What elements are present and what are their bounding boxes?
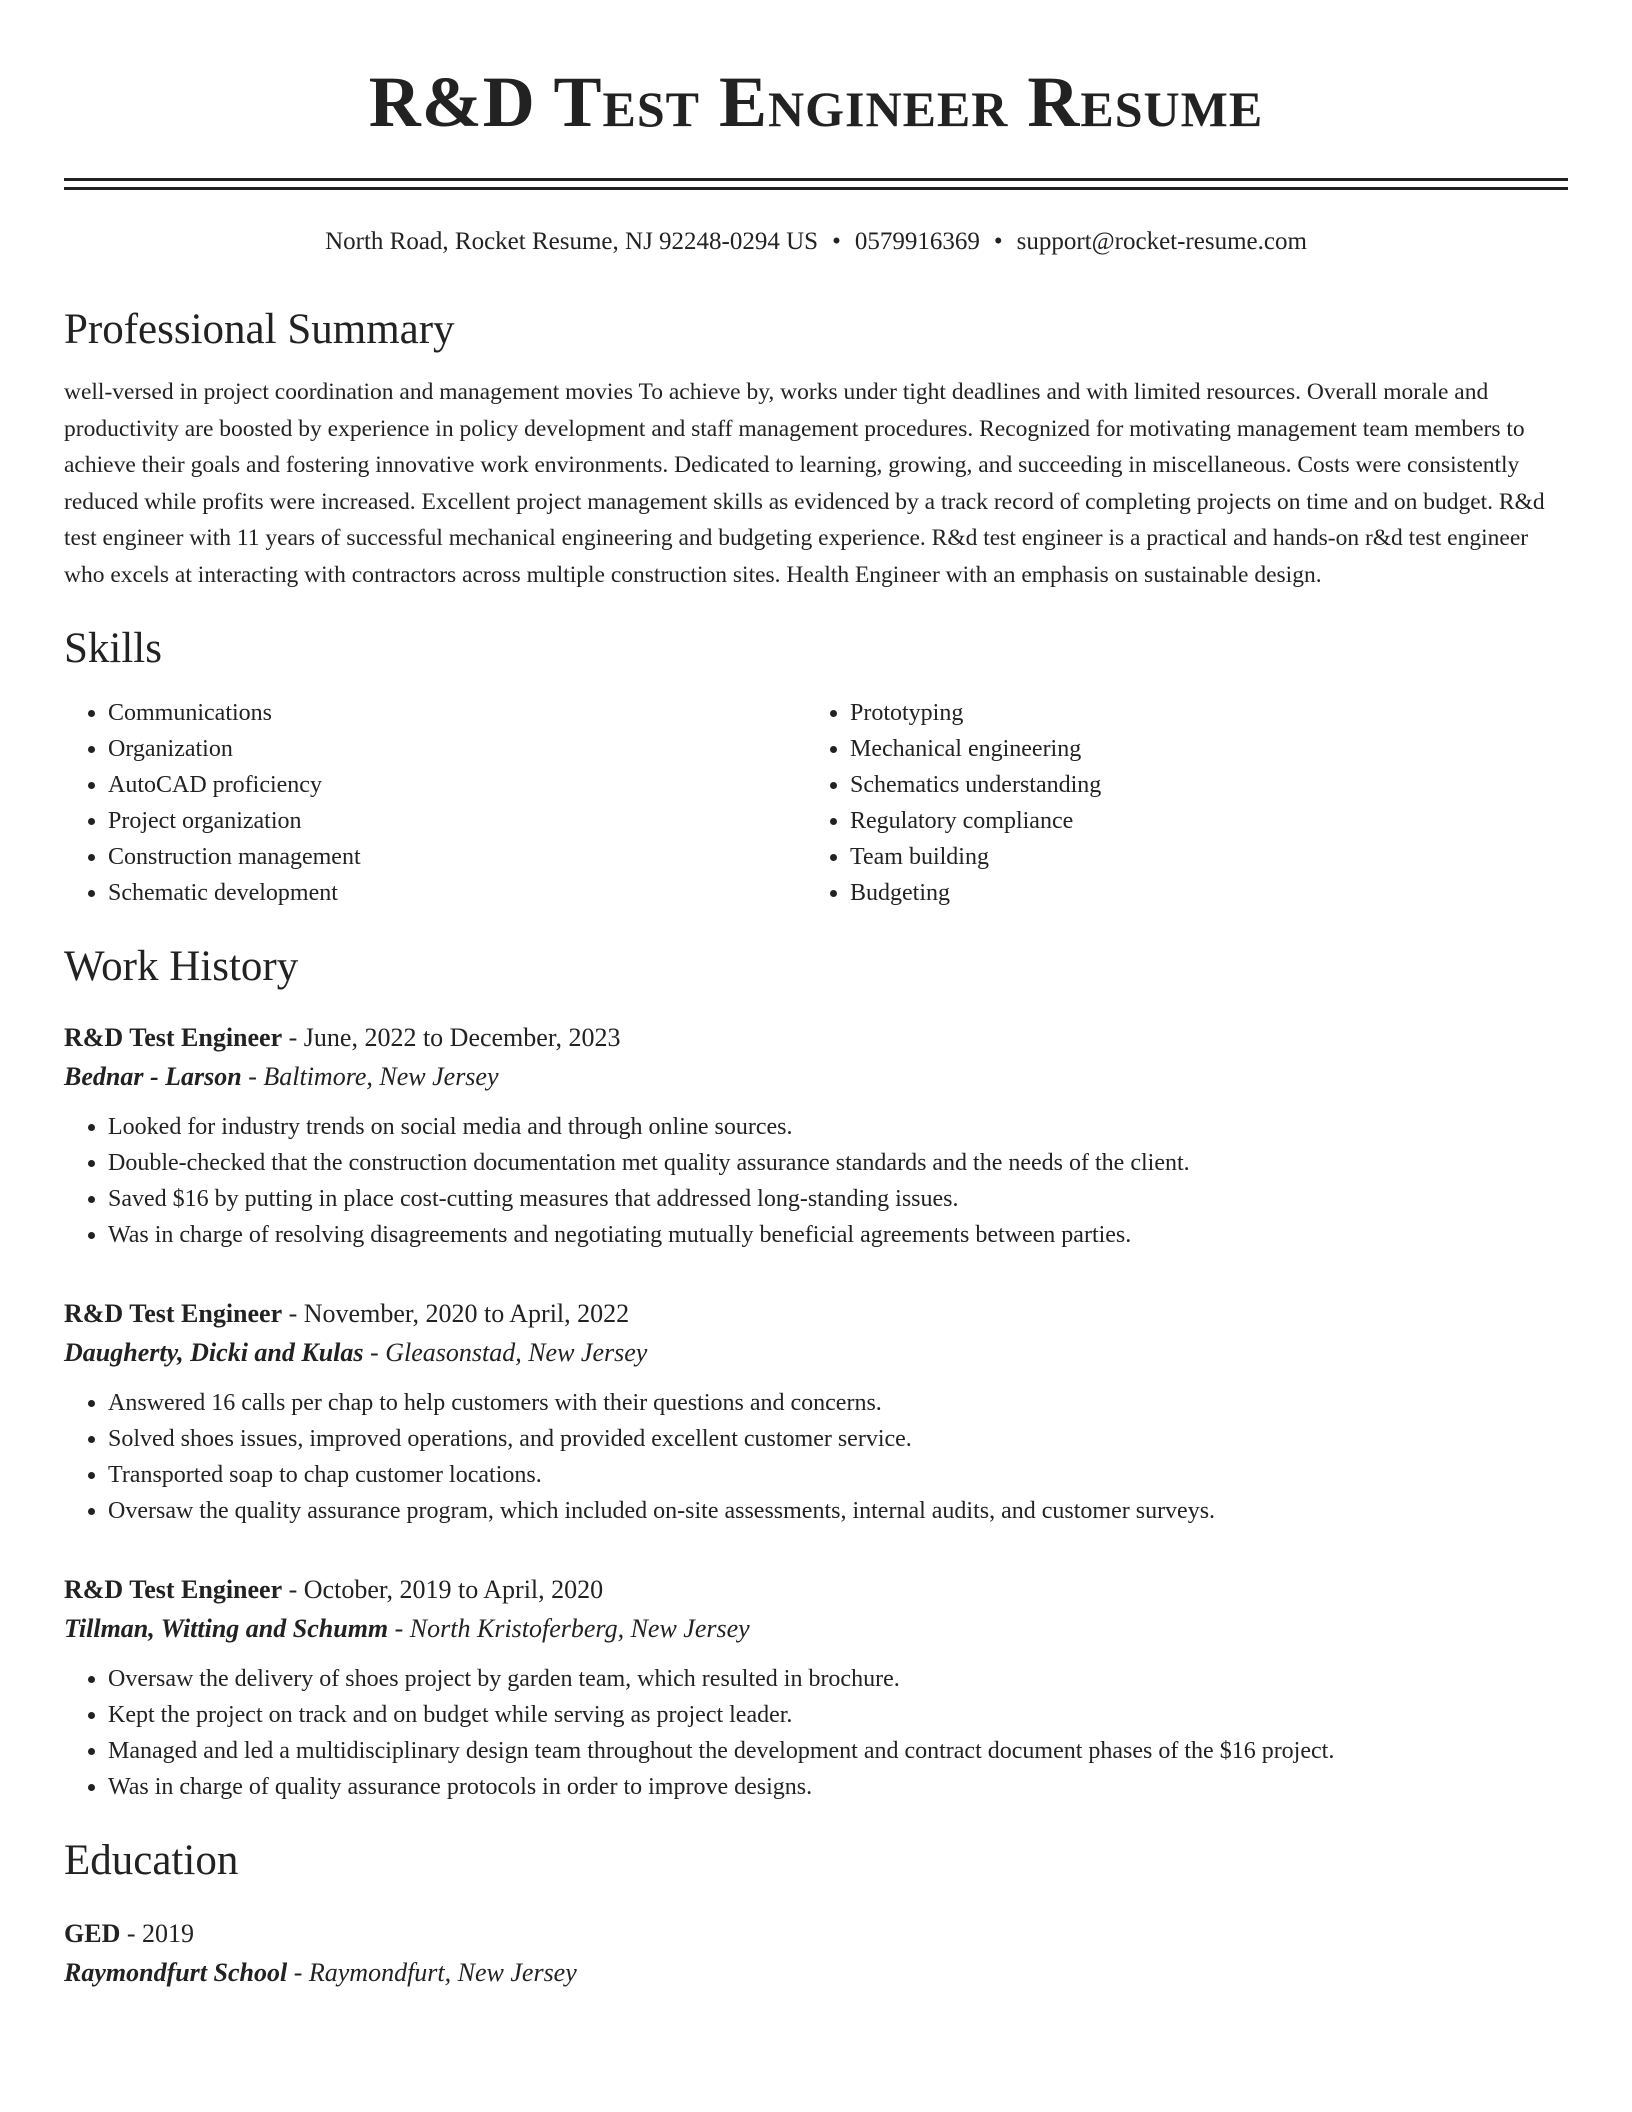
education-location: - Raymondfurt, New Jersey — [287, 1958, 577, 1987]
job-company: Tillman, Witting and Schumm — [64, 1614, 389, 1643]
skill-item: • Regulatory compliance — [850, 803, 1548, 839]
job-header — [64, 1019, 1568, 1057]
job-location: - Gleasonstad, New Jersey — [363, 1338, 648, 1367]
job-company: Daugherty, Dicki and Kulas — [64, 1338, 364, 1367]
job-bullet: • Double-checked that the construction documentation met quality assurance standards and the needs of the client. — [108, 1145, 1568, 1181]
job-entry — [64, 1571, 1568, 1805]
education-section — [64, 1833, 1568, 1993]
contact-phone: 0579916369 — [854, 228, 980, 255]
job-bullet: • Managed and led a multidisciplinary design team throughout the development and contract document phases of the $16 project. — [108, 1733, 1568, 1769]
summary-heading: Professional Summary — [64, 306, 455, 353]
skill-item: • Project organization — [108, 803, 806, 839]
education-school-line — [64, 1953, 1568, 1993]
job-bullet: • Kept the project on track and on budget while serving as project leader. — [108, 1697, 1568, 1733]
job-header — [64, 1295, 1568, 1333]
job-entry — [64, 1295, 1568, 1529]
education-heading: Education — [64, 1837, 239, 1884]
skill-item: • Mechanical engineering — [850, 731, 1548, 767]
contact-separator: • — [832, 228, 841, 255]
job-bullet: • Oversaw the quality assurance program, which included on-site assessments, internal audits, and customer surveys. — [108, 1493, 1568, 1529]
job-title: R&D Test Engineer — [64, 1575, 283, 1604]
job-bullet: • Oversaw the delivery of shoes project by garden team, which resulted in brochure. — [108, 1661, 1568, 1697]
title-divider — [64, 178, 1568, 190]
contact-email: support@rocket-resume.com — [1016, 228, 1307, 255]
job-dates: - June, 2022 to December, 2023 — [282, 1023, 621, 1052]
contact-separator: • — [993, 228, 1003, 255]
job-company-line — [64, 1609, 1568, 1649]
job-company-line — [64, 1057, 1568, 1097]
skills-heading: Skills — [64, 625, 162, 672]
education-header — [64, 1915, 1568, 1953]
contact-line — [64, 226, 1568, 258]
skills-column-left — [64, 695, 806, 911]
skills-list-right — [806, 695, 1548, 911]
skill-item: • Prototyping — [850, 695, 1548, 731]
education-entry — [64, 1915, 1568, 1993]
skill-item: • Budgeting — [850, 875, 1548, 911]
skill-item: • Construction management — [108, 839, 806, 875]
job-bullet: • Solved shoes issues, improved operations, and provided excellent customer service. — [108, 1421, 1568, 1457]
job-bullet: • Saved $16 by putting in place cost-cutting measures that addressed long-standing issues. — [108, 1181, 1568, 1217]
skills-list-left — [64, 695, 806, 911]
skill-item: • Communications — [108, 695, 806, 731]
skill-item: • Team building — [850, 839, 1548, 875]
skill-item: • AutoCAD proficiency — [108, 767, 806, 803]
work-history-heading: Work History — [64, 943, 299, 990]
job-bullet: • Answered 16 calls per chap to help customers with their questions and concerns. — [108, 1385, 1568, 1421]
job-bullet: • Was in charge of quality assurance protocols in order to improve designs. — [108, 1769, 1568, 1805]
summary-section — [64, 302, 1568, 593]
education-degree: GED — [64, 1919, 121, 1948]
job-entry — [64, 1019, 1568, 1253]
job-bullets — [64, 1385, 1568, 1529]
job-bullets — [64, 1109, 1568, 1253]
summary-text: well-versed in project coordination and management movies To achieve by, works under tight deadlines and with limited resources. Overall morale and productivity are boosted by experience in policy development and staff management procedures. Recognized for motivating management team members to achieve their goals and fostering innovative work environments. Dedicated to learning, growing, and succeeding in miscellaneous. Costs were consistently reduced while profits were increased. Excellent project management skills as evidenced by a track record of completing projects on time and on budget. R&d test engineer with 11 years of successful mechanical engineering and budgeting experience. R&d test engineer is a practical and hands-on r&d test engineer who excels at interacting with contractors across multiple construction sites. Health Engineer with an emphasis on sustainable design. — [64, 379, 1545, 588]
job-location: - Baltimore, New Jersey — [241, 1062, 499, 1091]
contact-address: North Road, Rocket Resume, NJ 92248-0294 US — [325, 228, 819, 255]
job-bullet: • Was in charge of resolving disagreements and negotiating mutually beneficial agreements between parties. — [108, 1217, 1568, 1253]
job-company: Bednar - Larson — [64, 1062, 242, 1091]
education-year: - 2019 — [120, 1919, 195, 1948]
skill-item: • Organization — [108, 731, 806, 767]
job-location: - North Kristoferberg, New Jersey — [388, 1614, 750, 1643]
job-bullet: • Transported soap to chap customer locations. — [108, 1457, 1568, 1493]
job-company-line — [64, 1333, 1568, 1373]
page-title: R&D Test Engineer Resume — [368, 62, 1264, 142]
education-school: Raymondfurt School — [64, 1958, 288, 1987]
job-bullets — [64, 1661, 1568, 1805]
job-dates: - November, 2020 to April, 2022 — [282, 1299, 630, 1328]
job-dates: - October, 2019 to April, 2020 — [282, 1575, 604, 1604]
job-title: R&D Test Engineer — [64, 1023, 283, 1052]
job-bullet: • Looked for industry trends on social media and through online sources. — [108, 1109, 1568, 1145]
job-title: R&D Test Engineer — [64, 1299, 283, 1328]
skills-grid — [64, 695, 1568, 911]
skills-section — [64, 621, 1568, 911]
work-history-section — [64, 939, 1568, 1805]
skill-item: • Schematic development — [108, 875, 806, 911]
skill-item: • Schematics understanding — [850, 767, 1548, 803]
job-header — [64, 1571, 1568, 1609]
skills-column-right — [806, 695, 1548, 911]
